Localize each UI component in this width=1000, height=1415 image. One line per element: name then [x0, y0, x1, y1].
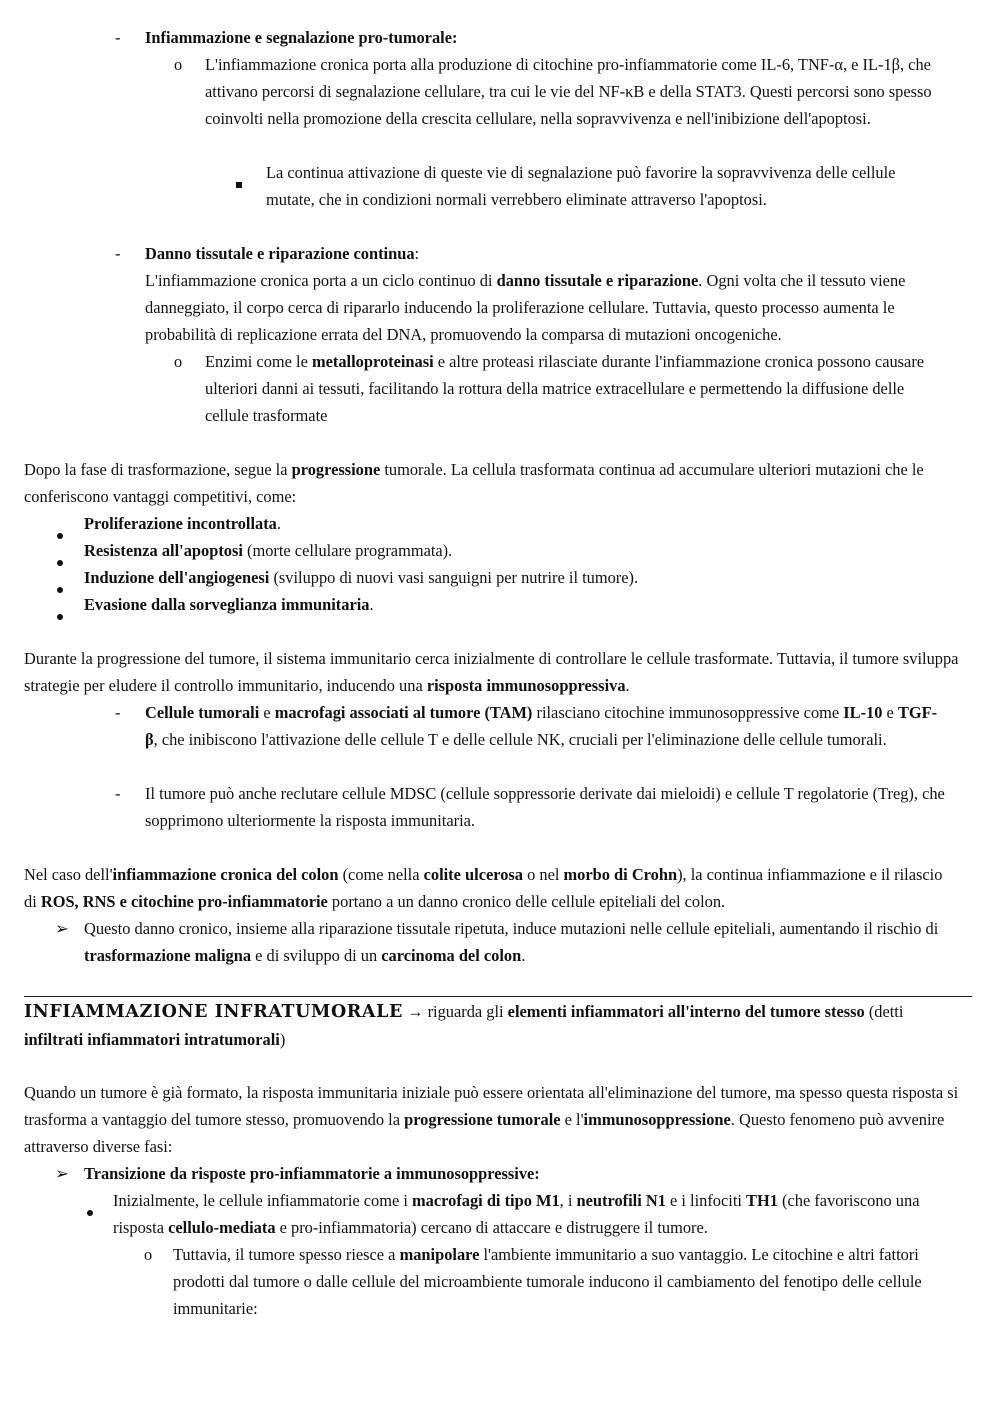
arrowhead-bullet-icon: ➢ [55, 919, 69, 938]
paragraph-immunosuppression: Durante la progressione del tumore, il sistema immunitario cerca inizialmente di controllare le cellule trasformate. Tuttavia, il tumore sviluppa strategie per eludere il controllo immunitario, inducendo una risposta immunosoppressiva. [24, 649, 959, 695]
arrowhead-bullet-icon: ➢ [55, 1164, 69, 1183]
dash-marker: - [115, 703, 121, 722]
paragraph-infratumoral: Quando un tumore è già formato, la risposta immunitaria iniziale può essere orientata all'eliminazione del tumore, ma spesso questa risposta si trasforma a vantaggio del tumore stesso, promuovendo la progressione tumorale e l'immunosoppressione. Questo fenomeno può avvenire attraverso diverse fasi: [24, 1083, 959, 1156]
square-bullet-icon [236, 169, 242, 196]
list-item: Evasione dalla sorveglianza immunitaria. [55, 591, 955, 618]
dash-marker: - [115, 244, 121, 263]
sub-item-text: Enzimi come le metalloproteinasi e altre proteasi rilasciate durante l'infiammazione cronica possono causare ulteriori danni ai tessuti, facilitando la rottura della matrice extracellulare e permettendo la diffusione delle cellule trasformate [205, 352, 925, 425]
arrow-item-transition: ➢ Transizione da risposte pro-infiammatorie a immunosoppressive: [55, 1160, 950, 1187]
arrow-item-colon-damage: ➢ Questo danno cronico, insieme alla riparazione tissutale ripetuta, induce mutazioni nelle cellule epiteliali, aumentando il rischio di trasformazione maligna e di sviluppo di un carcinoma del colon. [55, 915, 950, 969]
progression-list [55, 510, 955, 618]
subsub-item-survival [236, 159, 926, 213]
dash-marker: - [115, 784, 121, 803]
circle-marker: o [174, 352, 183, 371]
dash-item-tam: - Cellule tumorali e macrofagi associati al tumore (TAM) rilasciano citochine immunosoppressive come IL-10 e TGF-β, che inibiscono l'attivazione delle cellule T e delle cellule NK, cruciali per l'eliminazione delle cellule tumorali. [115, 699, 945, 753]
circle-marker: o [174, 55, 183, 74]
item-title: Infiammazione e segnalazione pro-tumorale: [145, 28, 458, 47]
bullet-item-m1: Inizialmente, le cellule infiammatorie come i macrofagi di tipo M1, i neutrofili N1 e i linfociti TH1 (che favoriscono una risposta cellulo-mediata e pro-infiammatoria) cercano di attaccare e distruggere il tumore. [84, 1187, 944, 1241]
list-item: Resistenza all'apoptosi (morte cellulare programmata). [55, 537, 955, 564]
circle-marker: o [144, 1245, 153, 1264]
section-title: INFIAMMAZIONE INFRATUMORALE [24, 1002, 403, 1022]
sub-item-manipulation: o Tuttavia, il tumore spesso riesce a manipolare l'ambiente immunitario a suo vantaggio. Le citochine e altri fattori prodotti dal tumore o dalle cellule del microambiente tumorale inducono il cambiamento del fenotipo delle cellule immunitarie: [144, 1241, 939, 1322]
sub-item-metalloproteinases [174, 348, 939, 429]
list-item: Proliferazione incontrollata. [55, 510, 955, 537]
paragraph-progression: Dopo la fase di trasformazione, segue la progressione tumorale. La cellula trasformata continua ad accumulare ulteriori mutazioni che le conferiscono vantaggi competitivi, come: [24, 460, 924, 506]
list-item: Induzione dell'angiogenesi (sviluppo di nuovi vasi sanguigni per nutrire il tumore). [55, 564, 955, 591]
bullet-dot-icon [57, 614, 63, 620]
dash-item-tissue-damage: - Danno tissutale e riparazione continua: L'infiammazione cronica porta a un ciclo continuo di danno tissutale e riparazione. Ogni volta che il tessuto viene danneggiato, il corpo cerca di ripararlo inducendo la proliferazione cellulare. Tuttavia, questo processo aumenta le probabilità di replicazione errata del DNA, promuovendo la comparsa di mutazioni oncogeniche. [115, 240, 950, 348]
paragraph-colon: Nel caso dell'infiammazione cronica del colon (come nella colite ulcerosa o nel morbo di Crohn), la continua infiammazione e il rilascio di ROS, RNS e citochine pro-infiammatorie portano a un danno cronico delle cellule epiteliali del colon. [24, 865, 943, 911]
item-title: Danno tissutale e riparazione continua [145, 244, 415, 263]
sub-item-text: L'infiammazione cronica porta alla produzione di citochine pro-infiammatorie come IL-6, TNF-α, e IL-1β, che attivano percorsi di segnalazione cellulare, tra cui le vie del NF-κB e della STAT3. Questi percorsi sono spesso coinvolti nella promozione della crescita cellulare, nella sopravvivenza e nell'inibizione dell'apoptosi. [205, 55, 932, 128]
section-heading-infratumoral: INFIAMMAZIONE INFRATUMORALE → riguarda gli elementi infiammatori all'interno del tumore stesso (detti infiltrati infiammatori intratumorali) [24, 1002, 904, 1049]
dash-item-mdsc: - Il tumore può anche reclutare cellule MDSC (cellule soppressorie derivate dai mieloidi) e cellule T regolatorie (Treg), che sopprimono ulteriormente la risposta immunitaria. [115, 780, 945, 834]
bullet-dot-icon [87, 1210, 93, 1216]
dash-marker: - [115, 28, 121, 47]
sub-item-cytokines [174, 51, 939, 132]
subsub-item-text: La continua attivazione di queste vie di segnalazione può favorire la sopravvivenza delle cellule mutate, che in condizioni normali verrebbero eliminate attraverso l'apoptosi. [266, 163, 896, 209]
section-divider [24, 996, 972, 997]
item-paragraph: L'infiammazione cronica porta a un ciclo continuo di danno tissutale e riparazione. Ogni volta che il tessuto viene danneggiato, il corpo cerca di ripararlo inducendo la proliferazione cellulare. Tuttavia, questo processo aumenta le probabilità di replicazione errata del DNA, promuovendo la comparsa di mutazioni oncogeniche. [145, 271, 906, 344]
dash-item-inflammation-signaling [115, 24, 950, 51]
right-arrow-icon: → [407, 1002, 424, 1021]
